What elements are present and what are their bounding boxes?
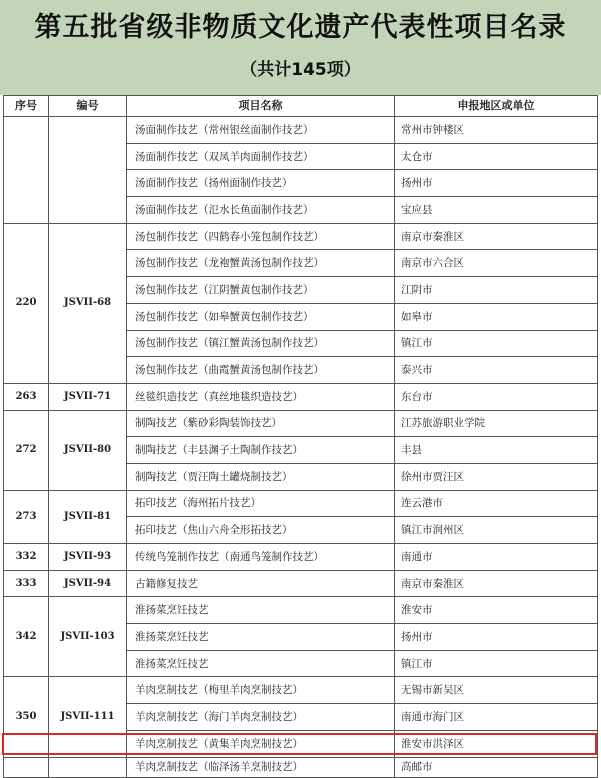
seq-cell: 272 — [4, 410, 49, 490]
table-row — [4, 597, 598, 624]
code-cell: JSVII-80 — [49, 410, 127, 490]
item-area-cell: 南通市 — [395, 544, 598, 571]
item-name-cell: 汤面制作技艺（双凤羊肉面制作技艺） — [127, 143, 395, 170]
item-area-cell: 如皋市 — [395, 303, 598, 330]
item-area-cell: 常州市钟楼区 — [395, 117, 598, 144]
item-name-cell: 古籍修复技艺 — [127, 570, 395, 597]
page-subtitle: （共计145项） — [240, 60, 361, 80]
table-row — [4, 223, 598, 250]
item-name-cell: 汤包制作技艺（江阴蟹黄包制作技艺） — [127, 277, 395, 304]
item-area-cell: 镇江市 — [395, 330, 598, 357]
seq-cell: 332 — [4, 544, 49, 571]
item-name-cell: 制陶技艺（贾汪陶土罐烧制技艺） — [127, 463, 395, 490]
code-cell: JSVII-68 — [49, 223, 127, 383]
item-name-cell: 丝毯织造技艺（真丝地毯织造技艺） — [127, 383, 395, 410]
table-row — [4, 677, 598, 704]
item-area-cell: 南京市秦淮区 — [395, 223, 598, 250]
table-row — [4, 544, 598, 571]
item-name-cell: 制陶技艺（丰县渊子土陶制作技艺） — [127, 437, 395, 464]
code-cell: JSVII-81 — [49, 490, 127, 543]
seq-cell: 342 — [4, 597, 49, 677]
table-row — [4, 383, 598, 410]
item-area-cell: 无锡市新吴区 — [395, 677, 598, 704]
item-area-cell: 淮安市 — [395, 597, 598, 624]
seq-cell: 333 — [4, 570, 49, 597]
item-area-cell: 镇江市 — [395, 650, 598, 677]
column-header-seq: 序号 — [4, 96, 49, 117]
seq-cell: 273 — [4, 490, 49, 543]
code-cell: JSVII-71 — [49, 383, 127, 410]
item-name-cell: 羊肉烹制技艺（海门羊肉烹制技艺） — [127, 704, 395, 731]
item-name-cell: 汤面制作技艺（氾水长鱼面制作技艺） — [127, 197, 395, 224]
item-name-cell: 汤包制作技艺（如皋蟹黄包制作技艺） — [127, 303, 395, 330]
item-area-cell: 镇江市润州区 — [395, 517, 598, 544]
title-banner — [0, 0, 601, 95]
highlighted-row — [4, 757, 598, 777]
item-area-cell: 扬州市 — [395, 170, 598, 197]
table-header-row — [4, 96, 598, 117]
item-name-cell: 拓印技艺（焦山六舟全形拓技艺） — [127, 517, 395, 544]
item-name-cell: 淮扬菜烹饪技艺 — [127, 597, 395, 624]
column-header-area: 申报地区或单位 — [395, 96, 598, 117]
item-name-cell: 汤面制作技艺（常州银丝面制作技艺） — [127, 117, 395, 144]
code-cell: JSVII-94 — [49, 570, 127, 597]
heritage-list-table — [3, 95, 598, 778]
item-name-cell: 羊肉烹制技艺（临泽汤羊烹制技艺） — [127, 757, 395, 777]
item-name-cell: 制陶技艺（紫砂彩陶装饰技艺） — [127, 410, 395, 437]
item-name-cell: 汤包制作技艺（四鹤春小笼包制作技艺） — [127, 223, 395, 250]
item-name-cell: 羊肉烹制技艺（梅里羊肉烹制技艺） — [127, 677, 395, 704]
item-area-cell: 江阴市 — [395, 277, 598, 304]
item-area-cell: 连云港市 — [395, 490, 598, 517]
item-name-cell: 汤包制作技艺（镇江蟹黄汤包制作技艺） — [127, 330, 395, 357]
item-area-cell: 丰县 — [395, 437, 598, 464]
item-area-cell: 宝应县 — [395, 197, 598, 224]
item-area-cell: 太仓市 — [395, 143, 598, 170]
item-area-cell: 南通市海门区 — [395, 704, 598, 731]
code-cell — [49, 117, 127, 224]
item-area-cell: 东台市 — [395, 383, 598, 410]
item-name-cell: 汤面制作技艺（扬州面制作技艺） — [127, 170, 395, 197]
seq-cell: 263 — [4, 383, 49, 410]
item-area-cell: 淮安市洪泽区 — [395, 730, 598, 757]
page-title: 第五批省级非物质文化遗产代表性项目名录 — [34, 12, 567, 43]
table-row — [4, 117, 598, 144]
seq-cell — [4, 757, 49, 777]
item-area-cell: 高邮市 — [395, 757, 598, 777]
column-header-name: 项目名称 — [127, 96, 395, 117]
item-name-cell: 汤包制作技艺（曲霞蟹黄汤包制作技艺） — [127, 357, 395, 384]
table-row — [4, 410, 598, 437]
code-cell: JSVII-103 — [49, 597, 127, 677]
item-name-cell: 拓印技艺（海州拓片技艺） — [127, 490, 395, 517]
item-area-cell: 江苏旅游职业学院 — [395, 410, 598, 437]
item-name-cell: 传统鸟笼制作技艺（南通鸟笼制作技艺） — [127, 544, 395, 571]
code-cell — [49, 757, 127, 777]
item-area-cell: 泰兴市 — [395, 357, 598, 384]
item-name-cell: 汤包制作技艺（龙袍蟹黄汤包制作技艺） — [127, 250, 395, 277]
item-area-cell: 南京市秦淮区 — [395, 570, 598, 597]
seq-cell: 220 — [4, 223, 49, 383]
seq-cell — [4, 117, 49, 224]
item-area-cell: 徐州市贾汪区 — [395, 463, 598, 490]
item-name-cell: 淮扬菜烹饪技艺 — [127, 650, 395, 677]
code-cell: JSVII-93 — [49, 544, 127, 571]
column-header-code: 编号 — [49, 96, 127, 117]
code-cell: JSVII-111 — [49, 677, 127, 757]
item-area-cell: 扬州市 — [395, 624, 598, 651]
item-name-cell: 淮扬菜烹饪技艺 — [127, 624, 395, 651]
item-area-cell: 南京市六合区 — [395, 250, 598, 277]
table-row — [4, 490, 598, 517]
table-row — [4, 570, 598, 597]
item-name-cell: 羊肉烹制技艺（黄集羊肉烹制技艺） — [127, 730, 395, 757]
seq-cell: 350 — [4, 677, 49, 757]
